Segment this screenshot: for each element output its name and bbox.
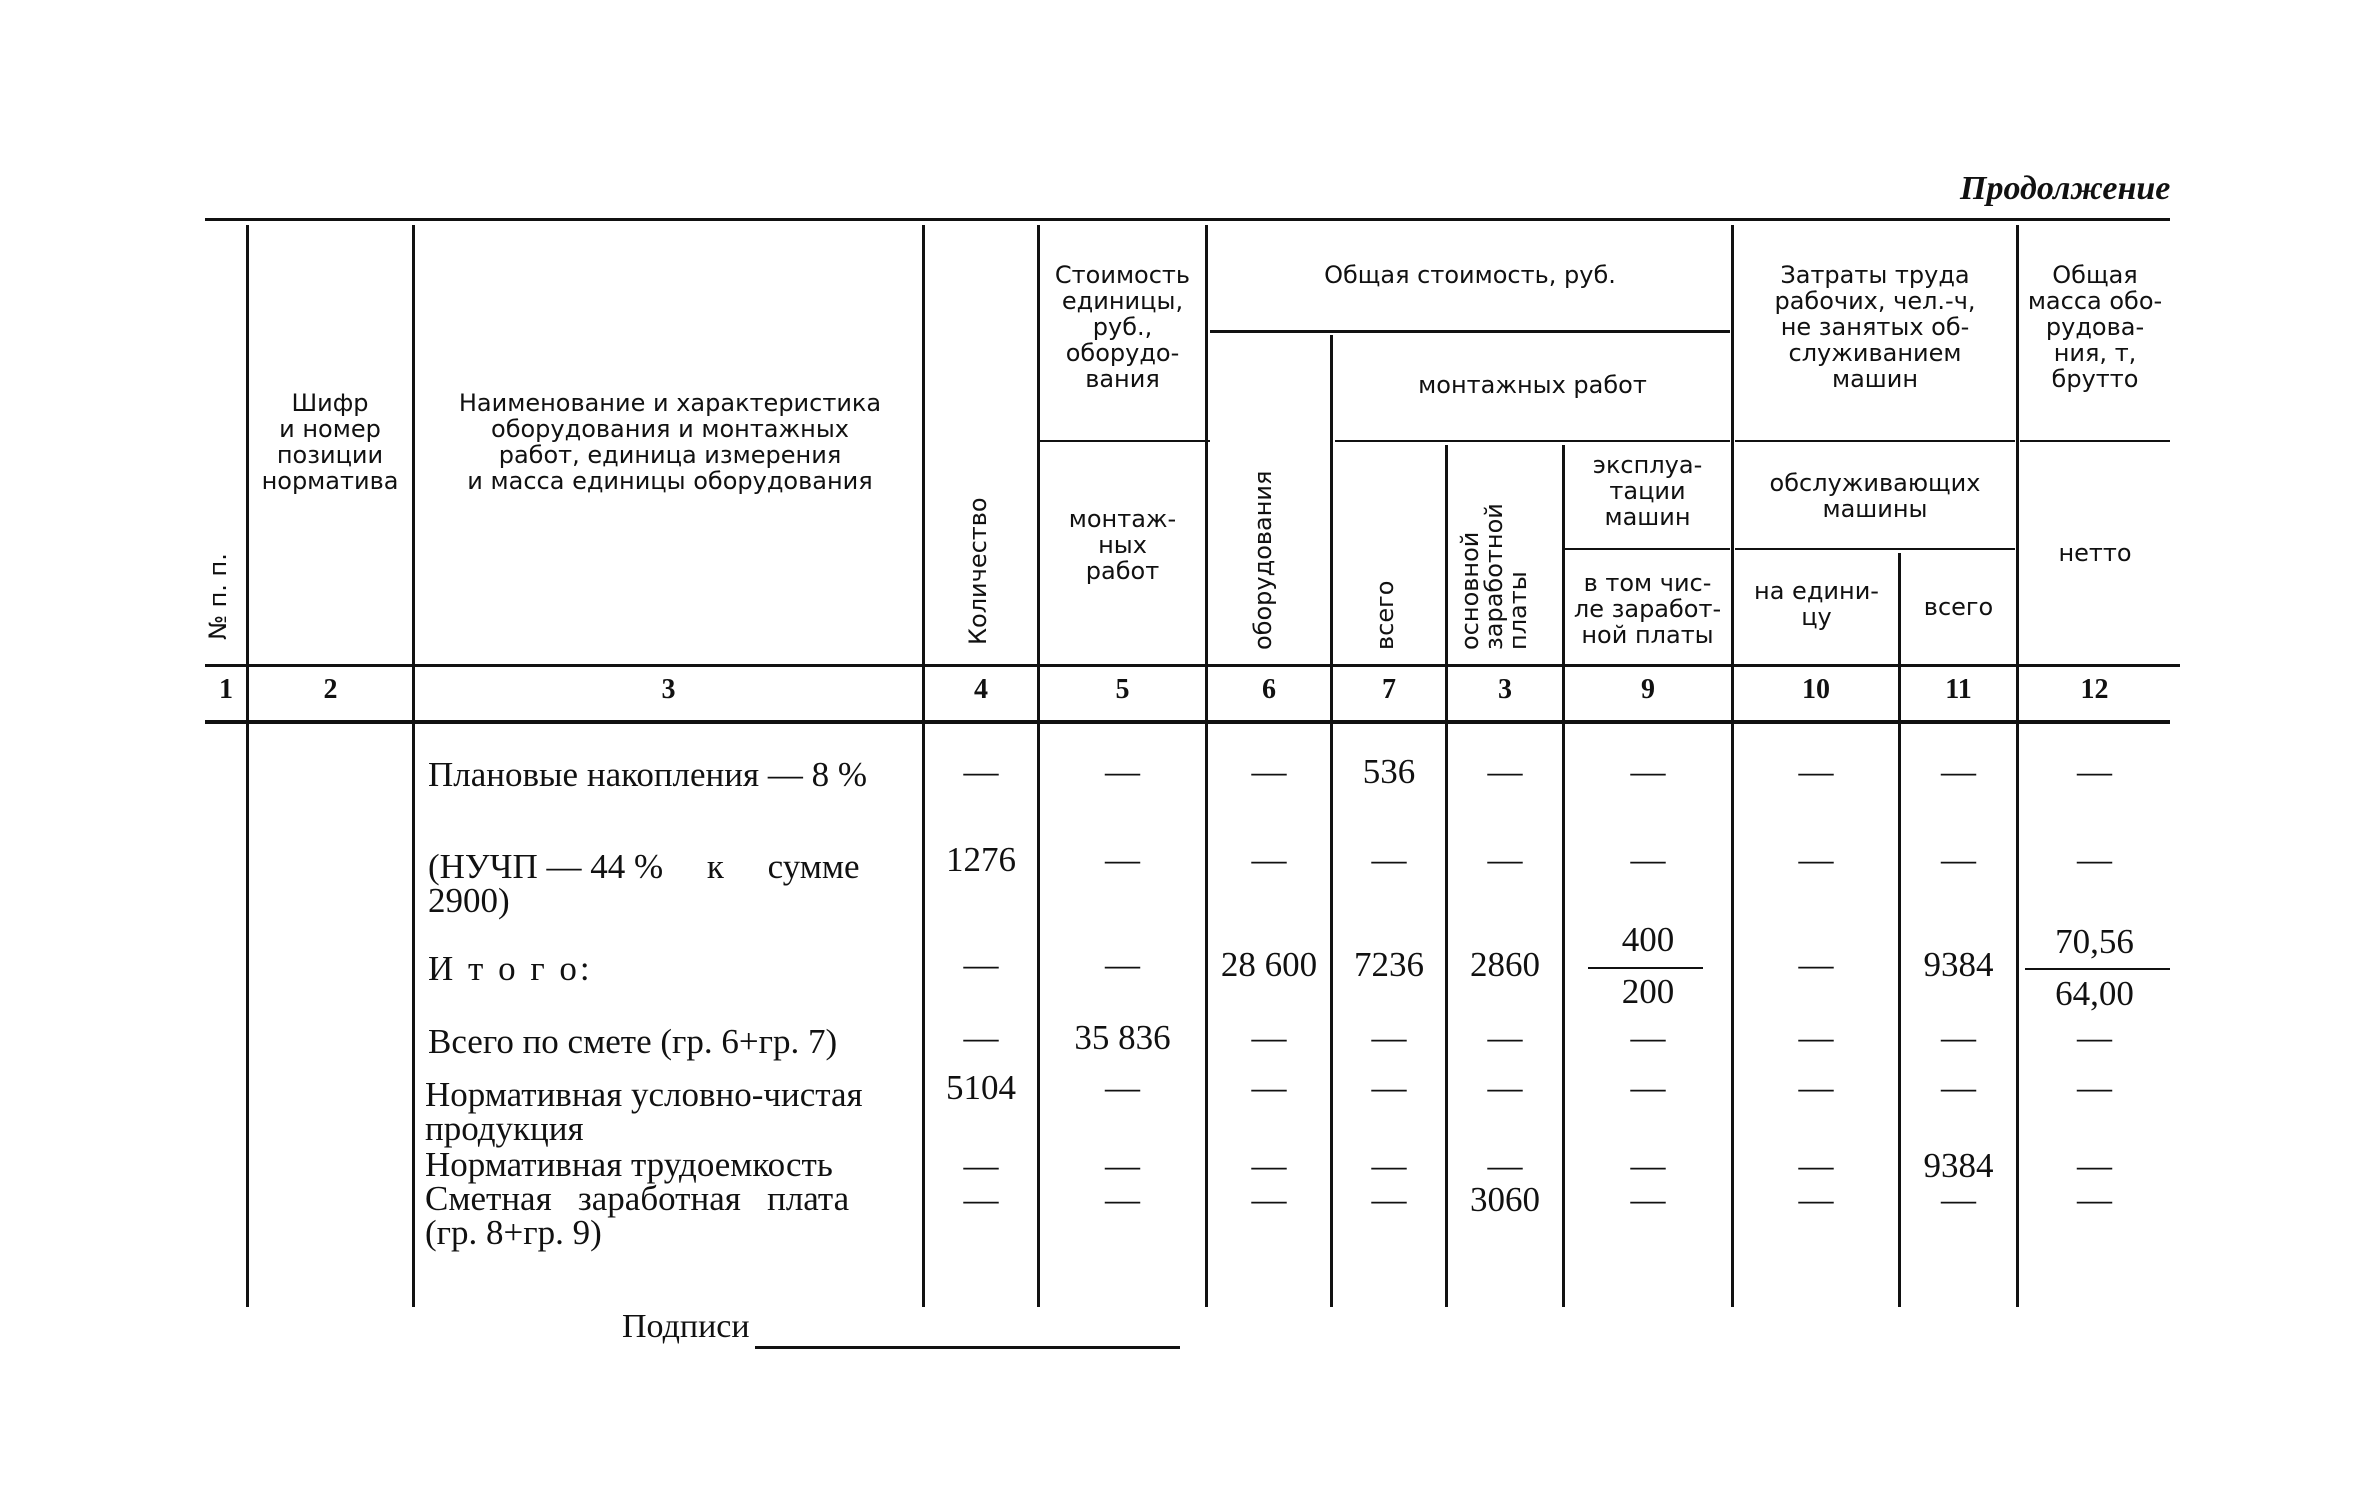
cell-value: —: [1487, 1146, 1523, 1185]
cell-value: 28 600: [1220, 945, 1318, 984]
row-label: Плановые накопления — 8 %: [428, 755, 868, 794]
cell-value: —: [1251, 1068, 1287, 1107]
cell-value: —: [1371, 1146, 1407, 1185]
cell-value: —: [2077, 1146, 2112, 1185]
installation-rule: [1335, 440, 1730, 442]
cell-value: —: [1941, 752, 1976, 791]
cell-value: —: [1105, 840, 1140, 879]
cell-value: 35 836: [1074, 1018, 1171, 1057]
col-number: 7: [1382, 674, 1396, 705]
cell-value: —: [963, 945, 999, 984]
cell-value: —: [1487, 840, 1523, 879]
cell-value: —: [1251, 752, 1287, 791]
row-label: Нормативная условно-чистая продукция: [425, 1075, 863, 1148]
table-top-rule: [205, 218, 2170, 221]
cell-value: —: [1105, 1180, 1140, 1219]
cell-value: —: [1251, 1146, 1287, 1185]
cell-value: —: [1941, 1018, 1976, 1057]
header-machine-operation: эксплуа- тации машин: [1592, 451, 1703, 531]
labor-rule: [1735, 440, 2015, 442]
cell-value: —: [1798, 1180, 1834, 1219]
cell-value: —: [1798, 1068, 1834, 1107]
header-code: Шифр и номер позиции норматива: [261, 389, 399, 495]
cell-value: 2860: [1470, 945, 1540, 984]
cell-value: —: [1798, 945, 1834, 984]
cell-value: —: [1630, 1146, 1666, 1185]
cell-value: 7236: [1354, 945, 1424, 984]
cell-value: 70,56: [2055, 922, 2134, 961]
cell-value: 3060: [1470, 1180, 1540, 1219]
vline-1: [246, 225, 249, 1307]
cell-value: —: [1941, 840, 1976, 879]
cell-value: —: [2077, 752, 2112, 791]
col-number: 6: [1262, 674, 1276, 705]
col-number: 3: [1498, 674, 1512, 705]
signature-line: [755, 1346, 1180, 1349]
cell-value: —: [1941, 1180, 1976, 1219]
cell-value: —: [2077, 1068, 2112, 1107]
col-number: 10: [1802, 674, 1830, 705]
cell-value: —: [1105, 1068, 1140, 1107]
machines-rule: [1565, 548, 1730, 550]
cell-value: —: [1371, 840, 1407, 879]
fraction-line-col9: [1588, 967, 1703, 969]
mass-rule: [2020, 440, 2170, 442]
cell-value: —: [1251, 1180, 1287, 1219]
col-number: 12: [2080, 674, 2109, 705]
serving-rule: [1735, 548, 2015, 550]
cell-value: —: [1105, 945, 1140, 984]
cell-value: —: [1487, 752, 1523, 791]
cell-value: —: [1251, 840, 1287, 879]
continuation-label: Продолжение: [1960, 170, 2171, 207]
header-installation: монтажных работ: [1418, 371, 1647, 399]
cell-value: —: [963, 752, 999, 791]
total-cost-rule: [1210, 330, 1730, 333]
header-name: Наименование и характеристика оборудования и монтажных работ, единица измерения и масса единицы оборудования: [458, 389, 882, 495]
col-number: 3: [661, 674, 676, 705]
row-label: Нормативная трудоемкость: [425, 1145, 833, 1184]
cell-value: 64,00: [2055, 974, 2134, 1013]
header-serving-machines: обслуживающих машины: [1769, 469, 1981, 523]
cell-value: 5104: [946, 1068, 1016, 1107]
header-unit-cost-equipment: Стоимость единицы, руб., оборудо- вания: [1054, 261, 1191, 393]
cell-value: —: [1798, 1018, 1834, 1057]
header-unit-cost-installation: монтаж- ных работ: [1068, 505, 1177, 585]
cell-value: —: [1371, 1068, 1407, 1107]
cell-value: —: [1487, 1068, 1523, 1107]
cell-value: 536: [1362, 752, 1416, 791]
cell-value: —: [963, 1146, 999, 1185]
cell-value: —: [1630, 752, 1666, 791]
cell-value: —: [2077, 840, 2112, 879]
cell-value: —: [1798, 1146, 1834, 1185]
cell-value: —: [963, 1180, 999, 1219]
cell-value: —: [1487, 1018, 1523, 1057]
col-number: 2: [323, 674, 338, 705]
header-per-unit: на едини- цу: [1754, 577, 1879, 631]
cell-value: 9384: [1923, 945, 1994, 984]
cell-value: 400: [1621, 920, 1675, 959]
signature-label: Подписи: [622, 1308, 750, 1345]
cell-value: —: [2077, 1018, 2112, 1057]
col-number: 5: [1115, 674, 1130, 705]
header-total-cost: Общая стоимость, руб.: [1324, 261, 1616, 289]
cell-value: 200: [1621, 972, 1675, 1011]
cell-value: —: [1798, 840, 1834, 879]
numbers-bottom-rule: [205, 720, 2170, 724]
row-label: (НУЧП — 44 % к сумме 2900): [428, 847, 860, 920]
cell-value: —: [1105, 1146, 1140, 1185]
row-label: И т о г о:: [428, 949, 593, 988]
cell-value: —: [1630, 1180, 1666, 1219]
fraction-line-col12: [2025, 968, 2170, 970]
header-install-total: всего: [1371, 580, 1399, 650]
cell-value: —: [1798, 752, 1834, 791]
cell-value: —: [1371, 1180, 1407, 1219]
header-row-number: № п. п.: [204, 553, 232, 640]
header-bottom-rule: [205, 664, 2180, 667]
cell-value: —: [1371, 1018, 1407, 1057]
cell-value: —: [1105, 752, 1140, 791]
cell-value: 9384: [1923, 1146, 1994, 1185]
vline-2: [412, 225, 415, 1307]
col-number: 11: [1945, 674, 1972, 705]
cell-value: —: [1630, 1068, 1666, 1107]
header-quantity: Количество: [964, 497, 992, 645]
col-number: 1: [219, 674, 233, 705]
cell-value: 1276: [946, 840, 1016, 879]
header-mass-net: нетто: [2058, 539, 2132, 567]
cell-value: —: [963, 1018, 999, 1057]
cell-value: —: [2077, 1180, 2112, 1219]
header-labor-total: всего: [1923, 593, 1994, 621]
cell-value: —: [1251, 1018, 1287, 1057]
header-machine-wages: в том чис- ле заработ- ной платы: [1573, 569, 1722, 649]
unit-cost-rule: [1040, 440, 1210, 442]
row-label: Всего по смете (гр. 6+гр. 7): [428, 1022, 838, 1061]
header-mass-gross: Общая масса обо- рудова- ния, т, брутто: [2027, 261, 2163, 393]
header-equipment: оборудования: [1249, 470, 1277, 650]
row-label: Сметная заработная плата (гр. 8+гр. 9): [425, 1179, 850, 1252]
header-labor: Затраты труда рабочих, чел.-ч, не занятых об- служиванием машин: [1774, 261, 1976, 393]
cell-value: —: [1630, 840, 1666, 879]
cell-value: —: [1630, 1018, 1666, 1057]
cell-value: —: [1941, 1068, 1976, 1107]
col-number: 9: [1641, 674, 1655, 705]
col-number: 4: [974, 674, 988, 705]
header-base-wages: основной заработной платы: [1456, 503, 1532, 650]
